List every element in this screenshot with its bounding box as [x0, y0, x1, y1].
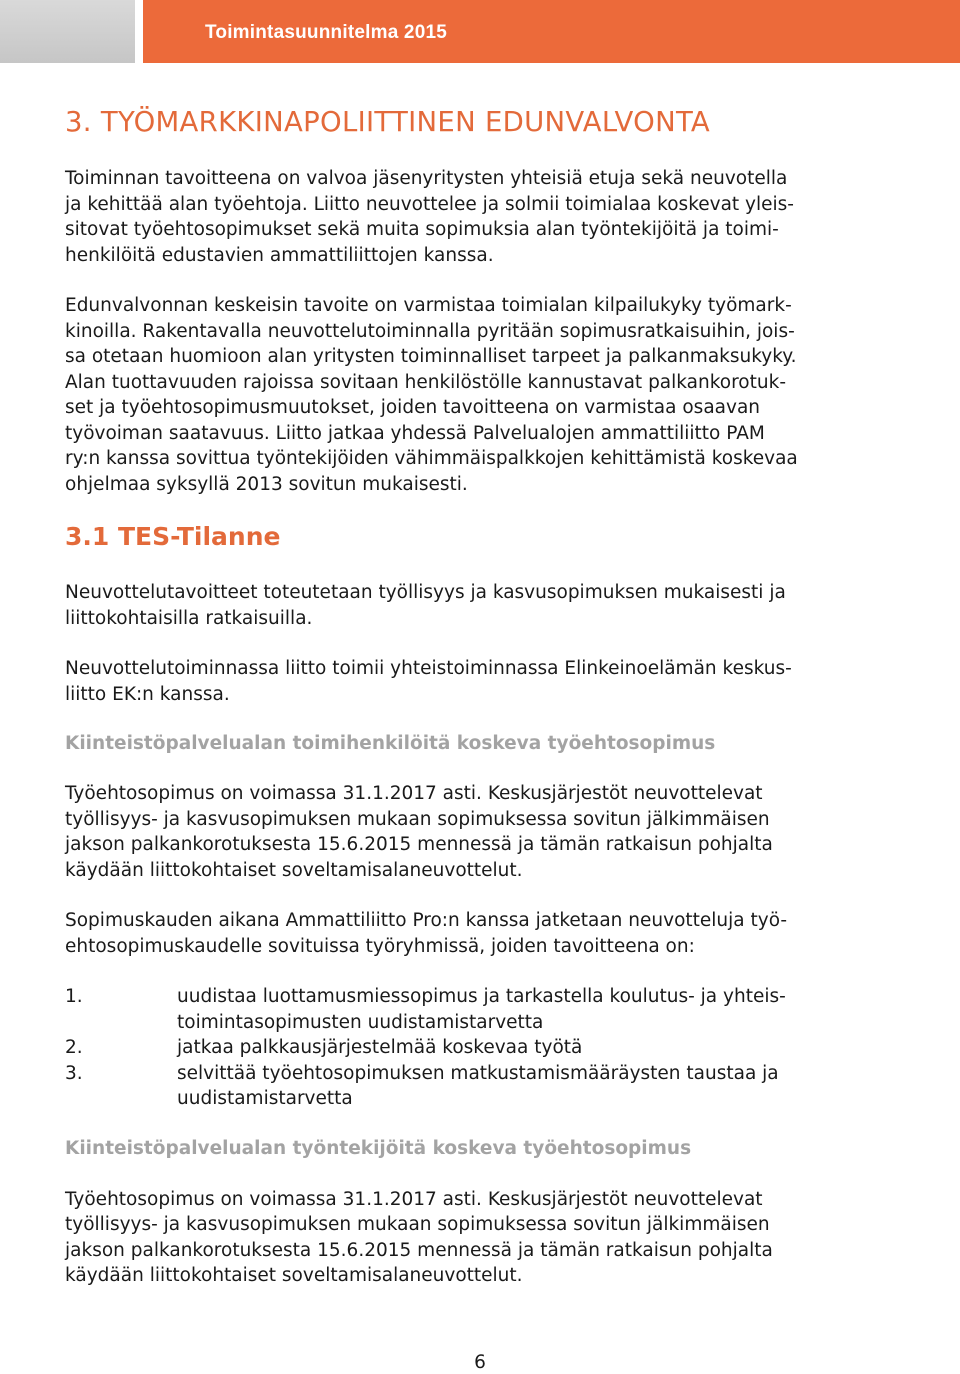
- text-line: Sopimuskauden aikana Ammattiliitto Pro:n kanssa jatketaan neuvotteluja työ-: [65, 910, 788, 931]
- subsection-paragraph-1: [65, 580, 900, 631]
- tyontekijat-paragraph-1: [65, 1187, 900, 1289]
- text-line: liitto EK:n kanssa.: [65, 683, 230, 705]
- text-line: sitovat työehtosopimukset sekä muita sopimuksia alan työntekijöitä ja toimi-: [65, 219, 779, 240]
- text-line: uudistaa luottamusmiessopimus ja tarkastella koulutus- ja yhteis-: [177, 986, 786, 1007]
- list-item: [65, 984, 900, 1035]
- text-line: ohjelmaa syksyllä 2013 sovitun mukaisesti.: [65, 473, 468, 495]
- text-line: Toiminnan tavoitteena on valvoa jäsenyritysten yhteisiä etuja sekä neuvotella: [65, 168, 788, 189]
- text-line: selvittää työehtosopimuksen matkustamismääräysten taustaa ja: [177, 1062, 779, 1084]
- text-line: sa otetaan huomioon alan yritysten toiminnalliset tarpeet ja palkanmaksukyky.: [65, 346, 797, 367]
- text-line: ry:n kanssa sovittua työntekijöiden vähimmäispalkkojen kehittämistä koskevaa: [65, 448, 798, 469]
- text-line: työvoiman saatavuus. Liitto jatkaa yhdessä Palvelualojen ammattiliitto PAM: [65, 422, 765, 444]
- text-line: uudistamistarvetta: [177, 1088, 353, 1109]
- header-title: Toimintasuunnitelma 2015: [205, 22, 448, 43]
- toimihenkilot-heading: Kiinteistöpalvelualan toimihenkilöitä koskeva työehtosopimus: [65, 733, 716, 754]
- page-content: [65, 104, 900, 1289]
- text-line: käydään liittokohtaiset soveltamisalaneuvottelut.: [65, 859, 523, 881]
- text-line: käydään liittokohtaiset soveltamisalaneuvottelut.: [65, 1265, 523, 1286]
- text-line: työllisyys- ja kasvusopimuksen mukaan sopimuksessa sovitun jälkimmäisen: [65, 1214, 770, 1235]
- text-line: jatkaa palkkausjärjestelmää koskevaa työtä: [177, 1037, 583, 1058]
- text-line: liittokohtaisilla ratkaisuilla.: [65, 607, 313, 629]
- text-line: Työehtosopimus on voimassa 31.1.2017 asti. Keskusjärjestöt neuvottelevat: [65, 1188, 763, 1210]
- list-item-text: [177, 1035, 900, 1061]
- text-line: Alan tuottavuuden rajoissa sovitaan henkilöstölle kannustavat palkankorotuk-: [65, 371, 786, 393]
- section-paragraph-2: [65, 293, 900, 497]
- toimihenkilot-paragraph-2: [65, 908, 900, 959]
- text-line: jakson palkankorotuksesta 15.6.2015 mennessä ja tämän ratkaisun pohjalta: [65, 1239, 773, 1261]
- text-line: Edunvalvonnan keskeisin tavoite on varmistaa toimialan kilpailukyky työmark-: [65, 295, 792, 316]
- subsection-heading: 3.1 TES-Tilanne: [65, 522, 281, 551]
- list-item-number: 3.: [65, 1062, 83, 1084]
- section-heading: 3. TYÖMARKKINAPOLIITTINEN EDUNVALVONTA: [65, 106, 711, 138]
- page-number: 6: [474, 1352, 486, 1373]
- goals-list: [65, 984, 900, 1112]
- list-item-number: 1.: [65, 986, 83, 1007]
- text-line: toimintasopimusten uudistamistarvetta: [177, 1011, 544, 1033]
- tyontekijat-heading: Kiinteistöpalvelualan työntekijöitä koskeva työehtosopimus: [65, 1137, 692, 1159]
- text-line: Neuvottelutoiminnassa liitto toimii yhteistoiminnassa Elinkeinoelämän keskus-: [65, 658, 792, 679]
- header-grey-block: [0, 0, 135, 63]
- text-line: henkilöitä edustavien ammattiliittojen kanssa.: [65, 244, 494, 266]
- text-line: ehtosopimuskaudelle sovituissa työryhmissä, joiden tavoitteena on:: [65, 935, 695, 957]
- list-item-text: [177, 984, 900, 1035]
- list-item-text: [177, 1061, 900, 1112]
- list-item: [65, 1061, 900, 1112]
- subsection-paragraph-2: [65, 656, 900, 707]
- text-line: Neuvottelutavoitteet toteutetaan työllisyys ja kasvusopimuksen mukaisesti ja: [65, 582, 786, 603]
- list-item-number: 2.: [65, 1037, 83, 1058]
- toimihenkilot-paragraph-1: [65, 781, 900, 883]
- text-line: ja kehittää alan työehtoja. Liitto neuvottelee ja solmii toimialaa koskevat yleis-: [65, 193, 794, 215]
- text-line: Työehtosopimus on voimassa 31.1.2017 asti. Keskusjärjestöt neuvottelevat: [65, 783, 763, 804]
- section-paragraph-1: [65, 166, 900, 268]
- text-line: jakson palkankorotuksesta 15.6.2015 mennessä ja tämän ratkaisun pohjalta: [65, 834, 773, 855]
- text-line: työllisyys- ja kasvusopimuksen mukaan sopimuksessa sovitun jälkimmäisen: [65, 808, 770, 830]
- text-line: set ja työehtosopimusmuutokset, joiden tavoitteena on varmistaa osaavan: [65, 397, 761, 418]
- list-item: [65, 1035, 900, 1061]
- text-line: kinoilla. Rakentavalla neuvottelutoiminnalla pyritään sopimusratkaisuihin, jois-: [65, 320, 795, 342]
